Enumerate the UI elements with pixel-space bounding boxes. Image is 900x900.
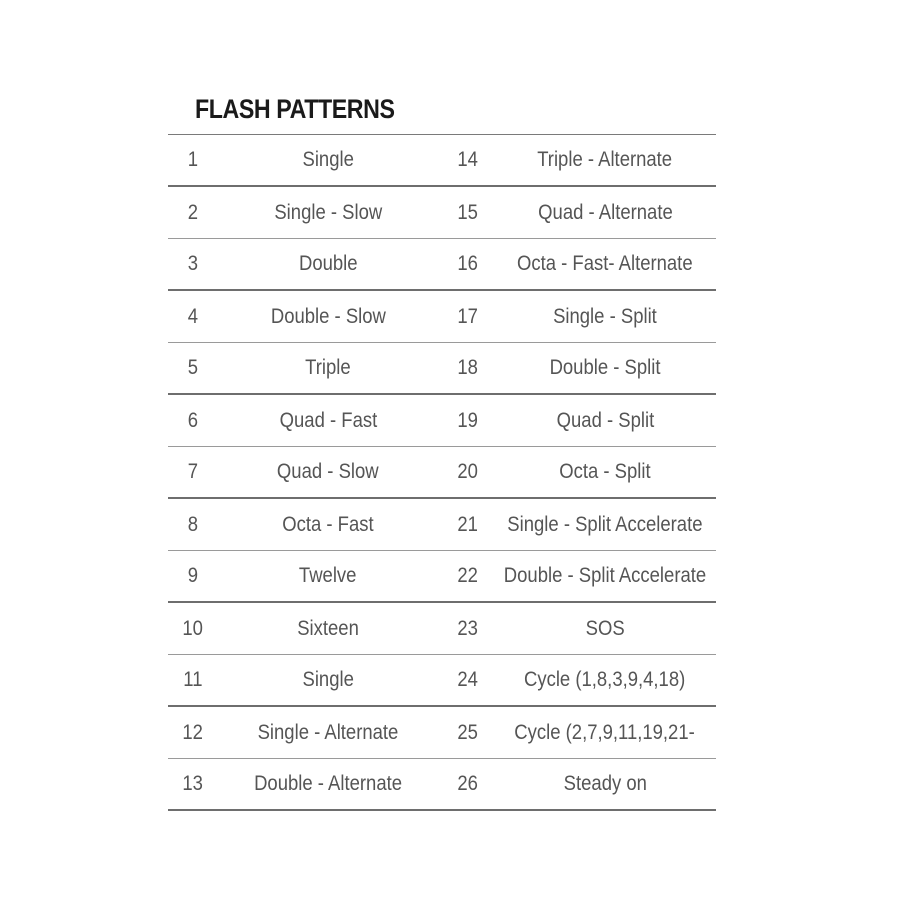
pattern-name: Single - Alternate [257, 720, 399, 744]
pattern-number: 8 [187, 512, 199, 536]
table-row [168, 499, 716, 551]
pattern-name: Single [302, 148, 354, 171]
table-row [168, 707, 716, 759]
page-title: FLASH PATTERNS [195, 94, 395, 124]
table-row [168, 447, 716, 499]
pattern-number: 20 [457, 460, 479, 483]
table-row [168, 603, 716, 655]
table-row [168, 291, 716, 343]
pattern-name: Cycle (1,8,3,9,4,18) [524, 668, 686, 691]
table-row [168, 395, 716, 447]
pattern-number: 13 [182, 772, 204, 795]
pattern-name: Quad - Fast [279, 408, 377, 432]
table-row [168, 551, 716, 603]
pattern-number: 12 [182, 720, 204, 744]
pattern-number: 25 [457, 720, 479, 744]
pattern-number: 23 [457, 616, 479, 640]
flash-patterns-table [168, 134, 716, 811]
pattern-name: Double [298, 252, 358, 275]
pattern-name: Octa - Fast [282, 512, 374, 536]
pattern-number: 14 [457, 148, 479, 171]
pattern-name: Double - Split [549, 356, 661, 379]
pattern-number: 9 [187, 564, 199, 587]
pattern-number: 22 [457, 564, 479, 587]
pattern-name: Cycle (2,7,9,11,19,21- [514, 720, 696, 744]
pattern-name: Quad - Alternate [537, 200, 673, 224]
pattern-number: 7 [187, 460, 199, 483]
table-row [168, 187, 716, 239]
table-row [168, 343, 716, 395]
pattern-number: 17 [457, 304, 479, 328]
pattern-name: Sixteen [297, 616, 359, 640]
pattern-name: Triple - Alternate [537, 148, 673, 171]
pattern-name: Steady on [563, 772, 647, 795]
pattern-name: Quad - Slow [277, 460, 379, 483]
pattern-number: 15 [457, 200, 479, 224]
pattern-name: Double - Slow [270, 304, 386, 328]
pattern-number: 18 [457, 356, 479, 379]
pattern-name: Octa - Split [559, 460, 651, 483]
pattern-number: 24 [457, 668, 479, 691]
pattern-name: Single [302, 668, 354, 691]
pattern-number: 2 [187, 200, 199, 224]
pattern-name: SOS [585, 616, 625, 640]
pattern-number: 11 [183, 668, 203, 691]
table-row [168, 239, 716, 291]
pattern-number: 26 [457, 772, 479, 795]
table-row [168, 759, 716, 811]
table-row [168, 135, 716, 187]
pattern-number: 6 [187, 408, 199, 432]
pattern-number: 19 [457, 408, 479, 432]
pattern-number: 16 [457, 252, 479, 275]
pattern-name: Twelve [299, 564, 357, 587]
pattern-name: Octa - Fast- Alternate [517, 252, 693, 275]
pattern-name: Single - Slow [274, 200, 382, 224]
pattern-name: Quad - Split [556, 408, 654, 432]
pattern-name: Double - Split Accelerate [503, 564, 707, 587]
pattern-name: Single - Split [553, 304, 657, 328]
pattern-number: 4 [187, 304, 199, 328]
pattern-number: 21 [457, 512, 479, 536]
pattern-number: 10 [182, 616, 204, 640]
pattern-number: 3 [187, 252, 199, 275]
pattern-name: Triple [305, 356, 351, 379]
table-row [168, 655, 716, 707]
pattern-name: Double - Alternate [254, 772, 402, 795]
pattern-number: 1 [187, 148, 199, 171]
pattern-name: Single - Split Accelerate [507, 512, 703, 536]
pattern-number: 5 [187, 356, 199, 379]
